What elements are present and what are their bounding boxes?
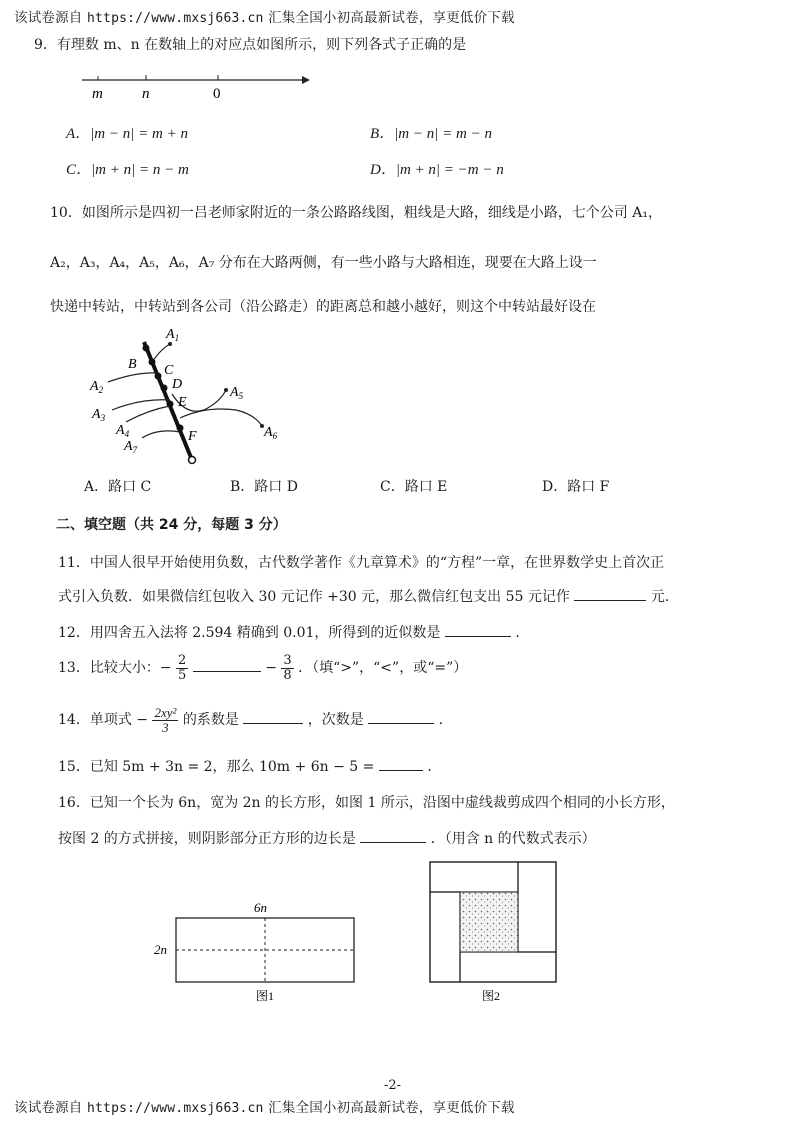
q9-option-b[interactable]: B．|m − n| = m − n: [370, 126, 492, 142]
q11-answer-blank[interactable]: [574, 586, 646, 601]
header-suffix: 汇集全国小初高最新试卷，享更低价下载: [268, 10, 515, 26]
q13-lead: 13．比较大小：−: [58, 660, 172, 677]
label-a2-sub: 2: [98, 385, 104, 395]
fig1-height-label: 2n: [154, 942, 167, 957]
fig2-left-rect: [430, 892, 460, 982]
q11-line1: 11．中国人很早开始使用负数，古代数学著作《九章算术》的“方程”一章，在世界数学史上首次正: [58, 555, 665, 571]
q9-number-line: [78, 68, 318, 102]
q12-answer-blank[interactable]: [445, 622, 511, 637]
q13-line: [58, 654, 467, 682]
svg-text:A4: [115, 423, 130, 439]
page-number: -2-: [384, 1078, 402, 1093]
svg-text:A2: [89, 379, 104, 395]
source-header: [14, 6, 515, 26]
label-b: B: [128, 357, 137, 372]
label-a5-sub: 5: [238, 391, 244, 401]
q15-answer-blank[interactable]: [379, 756, 423, 771]
path-to-a6: [180, 409, 262, 426]
q13-answer-blank[interactable]: [193, 657, 261, 672]
header-prefix: 该试卷源自: [14, 10, 83, 26]
junction-f: [177, 425, 184, 432]
path-to-a1: [152, 344, 170, 362]
q12-line: [58, 622, 520, 642]
label-c: C: [164, 363, 174, 378]
fig1-width-label: 6n: [254, 900, 267, 915]
fig2-shaded-square: [460, 892, 518, 952]
path-to-a7: [142, 431, 180, 438]
junction-c: [155, 373, 162, 380]
header-url-link[interactable]: https://www.mxsj663.cn: [87, 11, 264, 26]
junction-d: [161, 385, 168, 392]
label-a6: A: [264, 425, 273, 440]
label-a3-sub: 3: [100, 413, 106, 423]
q16-figure-1: [150, 896, 360, 1006]
q12-tail: .: [515, 625, 520, 641]
label-d: D: [172, 377, 183, 392]
q9-stem: 9．有理数 m、n 在数轴上的对应点如图所示，则下列各式子正确的是: [34, 37, 467, 53]
q14-line: [58, 706, 443, 734]
q15-line: [58, 756, 432, 776]
q14-tail: .: [438, 712, 444, 729]
q15-text: 15．已知 5m + 3n = 2，那么 10m + 6n − 5 =: [58, 759, 375, 775]
svg-text:A7: [123, 439, 138, 455]
fig2-caption: 图2: [482, 989, 501, 1003]
footer-suffix: 汇集全国小初高最新试卷，享更低价下载: [268, 1100, 515, 1116]
q10-option-a[interactable]: A．路口 C: [84, 479, 152, 495]
axis-label-zero: 0: [213, 86, 221, 102]
label-a3: A: [92, 407, 101, 422]
fig2-right-rect: [518, 862, 556, 952]
q14-mid2: ，次数是: [307, 712, 364, 729]
junction-e: [167, 401, 174, 408]
path-to-a2: [108, 373, 156, 382]
label-a4-sub: 4: [124, 429, 130, 439]
junction-b: [149, 359, 156, 366]
q16-answer-blank[interactable]: [360, 828, 426, 843]
q16-note: ．（用含 n 的代数式表示）: [430, 831, 596, 847]
svg-text:A6: [263, 425, 278, 441]
label-f: F: [188, 429, 197, 444]
axis-label-m: m: [92, 86, 103, 102]
q10-line2: A₂，A₃，A₄，A₅，A₆，A₇ 分布在大路两侧，有一些小路与大路相连，现要在大路上设一: [50, 255, 597, 271]
footer-url-link[interactable]: https://www.mxsj663.cn: [87, 1101, 264, 1116]
fig1-caption: 图1: [256, 989, 275, 1003]
section-title-fill-in: 二、填空题（共 24 分，每题 3 分）: [56, 517, 287, 533]
q11-text: 式引入负数．如果微信红包收入 30 元记作 +30 元，那么微信红包支出 55 元记作: [58, 589, 570, 605]
svg-text:A1: [165, 327, 179, 343]
road-end: [189, 457, 196, 464]
endpoint-a1: [168, 342, 172, 346]
q13-tail: ．（填“>”，“<”，或“=”）: [298, 660, 468, 677]
label-a7: A: [124, 439, 133, 454]
q16-figure-2: [420, 856, 560, 1006]
endpoint-a5: [224, 388, 228, 392]
q14-coefficient-blank[interactable]: [243, 709, 303, 724]
q10-option-b[interactable]: B．路口 D: [230, 479, 298, 495]
q16-line1: 16．已知一个长为 6n，宽为 2n 的长方形，如图 1 所示，沿图中虚线裁剪成四个相同的小长方形，: [58, 795, 675, 811]
q9-option-a[interactable]: A．|m − n| = m + n: [66, 126, 188, 142]
source-footer: [14, 1096, 515, 1116]
number-line-arrow: [302, 76, 310, 84]
svg-text:A5: [229, 385, 244, 401]
q14-fraction: $\frac{\text{2xy²}}{3}$: [154, 705, 177, 735]
q13-fraction-2: $\frac{3}{8}$: [283, 653, 292, 683]
q13-minus: −: [265, 660, 277, 677]
fig2-top-rect: [430, 862, 518, 892]
q9-option-d[interactable]: D．|m + n| = −m − n: [370, 162, 504, 178]
q10-option-d[interactable]: D．路口 F: [542, 479, 610, 495]
q11-unit: 元.: [650, 589, 670, 605]
q14-degree-blank[interactable]: [368, 709, 434, 724]
label-a2: A: [90, 379, 99, 394]
label-a6-sub: 6: [272, 431, 278, 441]
q14-lead: 14．单项式 −: [58, 712, 148, 729]
label-a1-sub: 1: [174, 333, 180, 343]
q14-mid: 的系数是: [182, 712, 239, 729]
road-start: [143, 345, 150, 352]
svg-text:A3: [91, 407, 106, 423]
q9-option-c[interactable]: C．|m + n| = n − m: [66, 162, 189, 178]
footer-prefix: 该试卷源自: [14, 1100, 83, 1116]
q10-line3: 快递中转站，中转站到各公司（沿公路走）的距离总和越小越好，则这个中转站最好设在: [50, 299, 596, 315]
label-e: E: [178, 395, 187, 410]
fig2-bottom-rect: [460, 952, 556, 982]
q16-text: 按图 2 的方式拼接，则阴影部分正方形的边长是: [58, 831, 356, 847]
q10-line1: 10．如图所示是四初一吕老师家附近的一条公路路线图，粗线是大路，细线是小路，七个公司 A₁，: [50, 205, 662, 221]
label-a1: A: [166, 327, 175, 342]
q15-tail: .: [427, 759, 432, 775]
label-a5: A: [230, 385, 239, 400]
q16-line2: [58, 828, 596, 848]
label-a7-sub: 7: [132, 445, 138, 455]
q11-line2: [58, 586, 669, 606]
path-to-a4: [126, 406, 170, 422]
q10-road-diagram: [86, 318, 316, 468]
label-a4: A: [116, 423, 125, 438]
q13-fraction-1: $\frac{2}{5}$: [178, 653, 187, 683]
axis-label-n: n: [142, 86, 150, 102]
q10-option-c[interactable]: C．路口 E: [380, 479, 448, 495]
q12-text: 12．用四舍五入法将 2.594 精确到 0.01，所得到的近似数是: [58, 625, 441, 641]
